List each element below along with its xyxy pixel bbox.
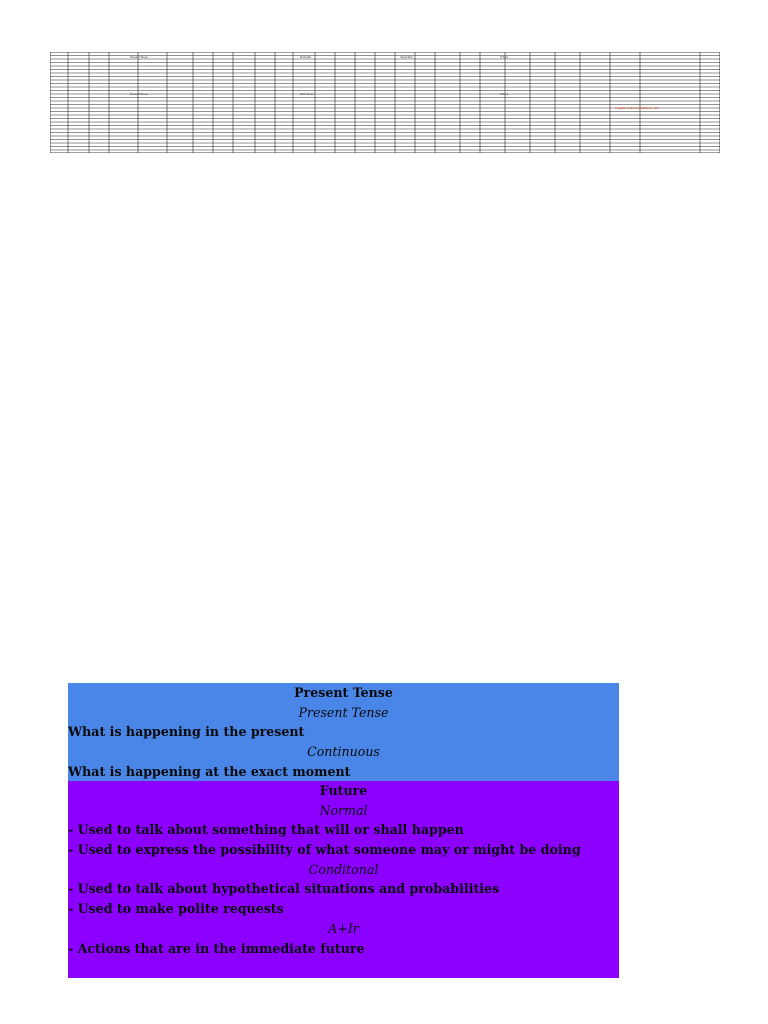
- future-title: Future: [319, 783, 368, 798]
- conditional-description: - Used to talk about hypothetical situations and probabilities: [68, 881, 500, 897]
- present-title: Present Tense: [294, 685, 393, 700]
- present-subheading: Present Tense: [298, 704, 389, 720]
- spreadsheet-grid: [50, 52, 720, 153]
- normal-description: - Used to express the possibility of what someone may or might be doing: [68, 842, 581, 858]
- normal-subheading: Normal: [319, 802, 368, 818]
- header-group-label: Preterite: [300, 56, 312, 59]
- a-ir-subheading: A+Ir: [328, 920, 359, 936]
- header-group-label: Imperfect: [400, 56, 413, 59]
- continuous-subheading: Continuous: [307, 744, 380, 760]
- section-label: Future: [500, 93, 509, 96]
- header-group-label: Present Tense: [130, 56, 148, 59]
- header-group-label: Future: [500, 56, 509, 59]
- normal-description: - Used to talk about something that will or shall happen: [68, 822, 464, 838]
- red-note: Irregular verbs are marked in red: [615, 107, 659, 110]
- future-tense-box: [68, 781, 619, 978]
- present-tense-box: [68, 683, 619, 781]
- conditional-subheading: Conditonal: [308, 861, 379, 877]
- a-ir-description: - Actions that are in the immediate future: [68, 940, 365, 956]
- present-description: What is happening in the present: [68, 724, 305, 740]
- section-label: Present Tense: [130, 93, 148, 96]
- grid-lines: [50, 52, 720, 153]
- continuous-description: What is happening at the exact moment: [68, 763, 351, 779]
- section-label: Past Tense: [300, 93, 314, 96]
- conditional-description: - Used to make polite requests: [68, 901, 284, 917]
